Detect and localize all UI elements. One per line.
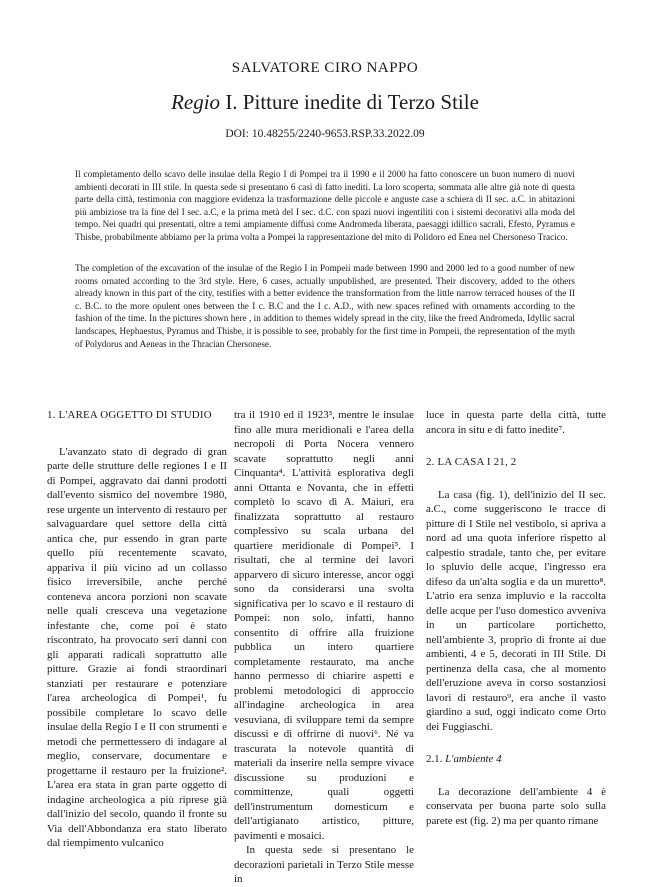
body-paragraph: luce in questa parte della città, tutte ancora in situ e di fatto inedite⁷. [426, 409, 606, 436]
subsection-title: L'ambiente 4 [445, 753, 502, 765]
abstract-english: The completion of the excavation of the insulae of the Regio I in Pompeii made between 1990 and 2000 led to a good number of new rooms ornated according to the 3rd style. Here, 6 cases, actually unpublished, are presented. Their discovery, added to the others already known in this part of the city, testifies with a better evidence the transformation from the little narrow terraced houses of the II c. B.C. to the more opulent ones between the I c. B.C and the I c. A.D., with new spaces refined with ornaments according to the fashion of the time. In the pictures shown here , in addition to themes widely spread in the city, like the freed Andromeda, Idyllic sacral landscapes, Hephaestus, Pyramus and Thisbe, it is possible to see, probably for the first time in Pompeii, the representation of the myth of Polydorus and Aeneas in the Thracian Chersonese. [75, 263, 575, 349]
doi: DOI: 10.48255/2240-9653.RSP.33.2022.09 [225, 128, 425, 140]
column-2 [234, 408, 414, 887]
section-heading-1: 1. L'AREA OGGETTO DI STUDIO [47, 409, 212, 421]
title-italic-part: Regio [171, 90, 221, 114]
title-main-part: I. Pitture inedite di Terzo Stile [220, 90, 479, 114]
abstract-italian: Il completamento dello scavo delle insulae della Regio I di Pompei tra il 1990 e il 2000 ha fatto conoscere un buon numero di nuovi ambienti decorati in III stile. In questa sede si presentano 6 casi di fatto inediti. La loro scoperta, sommata alle altre già note di questa parte della città, testimonia con maggiore evidenza la trasformazione delle piccole e anguste case a schiera di II sec. a.C. in abitazioni più ambiziose tra la fine del I sec. a.C, e la prima metà del I sec. d.C. con spazi nuovi ingentiliti con i sistemi decorativi alla moda del tempo. Nei quadri qui presentati, oltre a temi ampiamente diffusi come Andromeda liberata, paesaggi idillico sacrali, Efesto, Pyramus e Thisbe, probabilmente abbiamo per la prima volta a Pompei la rappresentazione del mito di Polidoro ed Enea nel Chersoneso Tracico. [75, 169, 575, 242]
paper-title [0, 90, 650, 115]
section-heading-2: 2. LA CASA I 21, 2 [426, 456, 517, 468]
column-3 [426, 408, 606, 828]
column-1 [47, 408, 227, 851]
body-paragraph: L'avanzato stato di degrado di gran parte delle strutture delle regiones I e II di Pompei, aggravato dai danni prodotti dall'evento sismico del novembre 1980, rese urgente un intervento di restauro per salvaguardare quel settore della città antica che, pur essendo in gran parte quello più recentemente scavato, appariva il più vicino ad un collasso fisico irreversibile, anche perché conteneva ancora porzioni non scavate nelle quali cresceva una vegetazione infestante che, come poi è stato riscontrato, ha provocato seri danni con gli apparati radicali soprattutto alle pitture. Grazie ai fondi straordinari stanziati per restaurare e potenziare l'area archeologica di Pompei¹, fu possibile completare lo scavo delle insulae della Regio I e II con strumenti e metodi che permettessero di indagare al meglio, conservare, documentare e progettarne il restauro per la fruizione². L'area era stata in gran parte oggetto di indagine archeologica a più riprese già dall'inizio del secolo, quando il fronte su Via dell'Abbondanza era stato liberato dal riempimento vulcanico [47, 445, 227, 849]
body-paragraph: tra il 1910 ed il 1923³, mentre le insulae fino alle mura meridionali e l'area della necropoli di Porta Nocera vennero scavate soprattutto negli anni Cinquanta⁴. L'attività esplorativa degli anni Ottanta e Novanta, che in effetti completò lo scavo di A. Maiuri, era finalizzata soprattutto al restauro complessivo su scala urbana del quartiere meridionale di Pompei⁵. I risultati, che al termine dei lavori apparvero di sicuro interesse, ancor oggi sono da considerarsi una svolta significativa per lo scavo e il restauro di Pompei: non solo, infatti, hanno consentito di offrire alla fruizione pubblica un intero quartiere completamente restaurato, ma anche hanno permesso di chiarire aspetti e problemi metodologici di approccio all'indagine archeologica in area vesuviana, di sviluppare temi da sempre discussi e di offrirne di nuovi⁶. Né va trascurata la notevole quantità di materiali da inserire nella sempre vivace discussione su produzioni e committenze, quali oggetti dell'instrumentum domesticum e dell'artigianato artistico, pitture, pavimenti e mosaici. [234, 409, 414, 842]
body-paragraph: La casa (fig. 1), dell'inizio del II sec. a.C., come suggeriscono le tracce di pitture di I Stile nel vestibolo, si apriva a nord ad una quota inferiore rispetto al calpestio stradale, tanto che, per evitare lo spluvio delle acque, l'ingresso era difeso da un'alta soglia e da un muretto⁸. L'atrio era senza impluvio e la raccolta delle acque per l'uso domestico avveniva in un particolare portichetto, nell'ambiente 3, proprio di fronte ai due ambienti, 4 e 5, decorati in III Stile. Di pertinenza della casa, che al momento dell'eruzione aveva in corso sostanziosi lavori di restauro⁹, era anche il vasto giardino a sud, oggi indicato come Orto dei Fuggiaschi. [426, 488, 606, 733]
body-paragraph: In questa sede si presentano le decorazioni parietali in Terzo Stile messe in [234, 844, 414, 885]
subsection-heading [426, 752, 606, 767]
subsection-number: 2.1. [426, 753, 446, 765]
author-name: SALVATORE CIRO NAPPO [231, 60, 419, 76]
body-paragraph: La decorazione dell'ambiente 4 è conservata per buona parte solo sulla parete est (fig. 2) ma per quanto rimane [426, 785, 606, 827]
